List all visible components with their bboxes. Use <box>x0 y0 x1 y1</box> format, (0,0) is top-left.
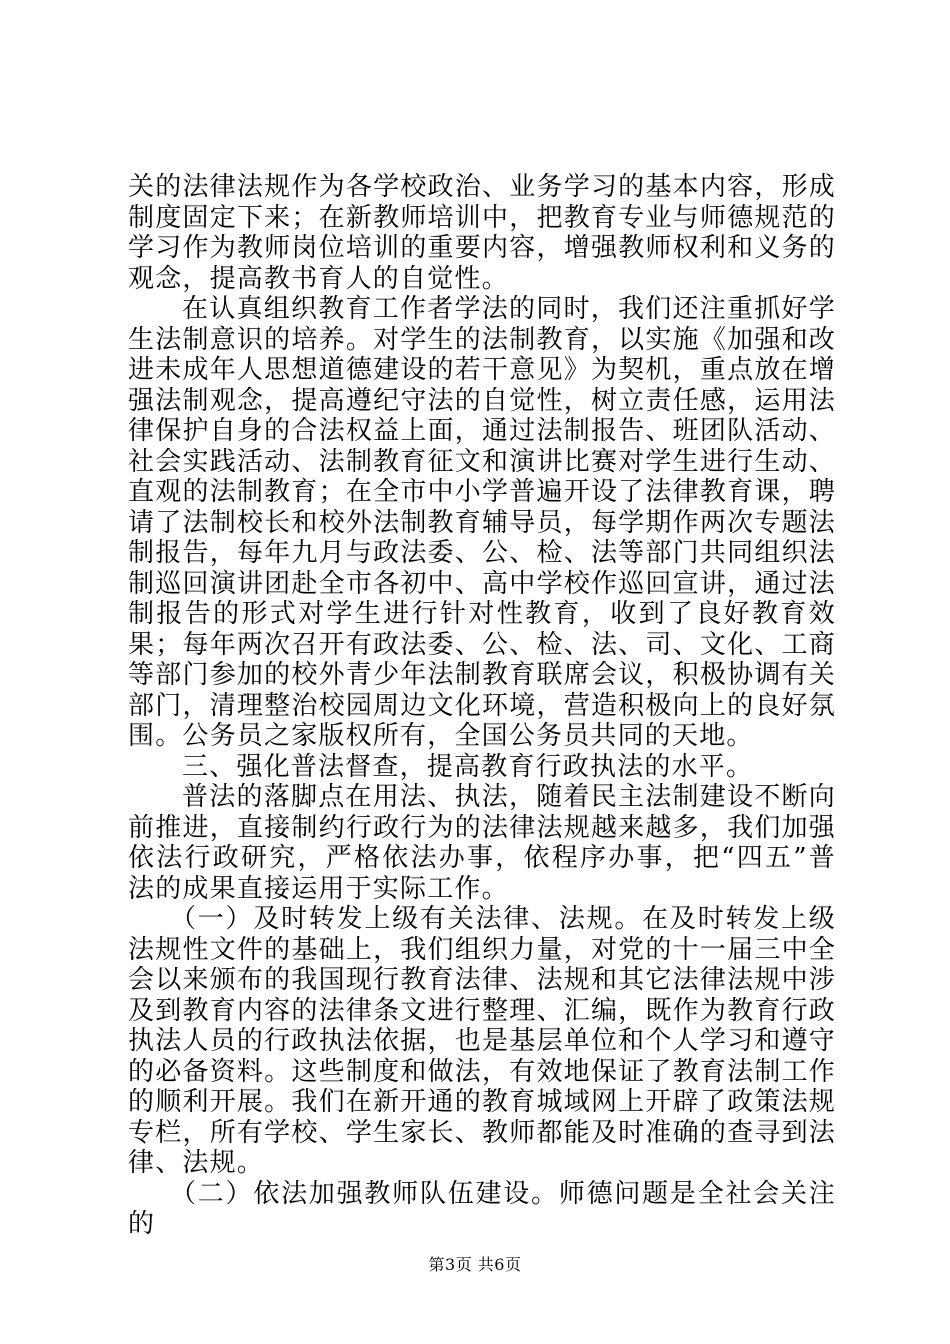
paragraph-continuation: 关的法律法规作为各学校政治、业务学习的基本内容，形成制度固定下来；在新教师培训中，把教育专业与师德规范的学习作为教师岗位培训的重要内容，增强教师权利和义务的观念，提高教书育人的自觉性。 <box>128 172 836 294</box>
page-number-footer: 第3页 共6页 <box>428 1255 522 1274</box>
document-body <box>128 172 836 1240</box>
paragraph-student-legal-education: 在认真组织教育工作者学法的同时，我们还注重抓好学生法制意识的培养。对学生的法制教育，以实施《加强和改进未成年人思想道德建设的若干意见》为契机，重点放在增强法制观念，提高遵纪守法的自觉性，树立责任感，运用法律保护自身的合法权益上面，通过法制报告、班团队活动、社会实践活动、法制教育征文和演讲比赛对学生进行生动、直观的法制教育；在全市中小学普遍开设了法律教育课，聘请了法制校长和校外法制教育辅导员，每学期作两次专题法制报告，每年九月与政法委、公、检、法等部门共同组织法制巡回演讲团赴全市各初中、高中学校作巡回宣讲，通过法制报告的形式对学生进行针对性教育，收到了良好教育效果；每年两次召开有政法委、公、检、法、司、文化、工商等部门参加的校外青少年法制教育联席会议，积极协调有关部门，清理整治校园周边文化环境，营造积极向上的良好氛围。公务员之家版权所有，全国公务员共同的天地。 <box>128 294 836 751</box>
section-heading-3: 三、强化普法督查，提高教育行政执法的水平。 <box>182 751 754 782</box>
paragraph-law-enforcement: 普法的落脚点在用法、执法，随着民主法制建设不断向前推进，直接制约行政行为的法律法规越来越多，我们加强依法行政研究，严格依法办事，依程序办事，把“四五”普法的成果直接运用于实际工作。 <box>128 782 836 904</box>
paragraph-subsection-2: （二）依法加强教师队伍建设。师德问题是全社会关注的 <box>128 1178 836 1239</box>
paragraph-subsection-1: （一）及时转发上级有关法律、法规。在及时转发上级法规性文件的基础上，我们组织力量，对党的十一届三中全会以来颁布的我国现行教育法律、法规和其它法律法规中涉及到教育内容的法律条文进行整理、汇编，既作为教育行政执法人员的行政执法依据，也是基层单位和个人学习和遵守的必备资料。这些制度和做法，有效地保证了教育法制工作的顺利开展。我们在新开通的教育城域网上开辟了政策法规专栏，所有学校、学生家长、教师都能及时准确的查寻到法律、法规。 <box>128 904 836 1178</box>
